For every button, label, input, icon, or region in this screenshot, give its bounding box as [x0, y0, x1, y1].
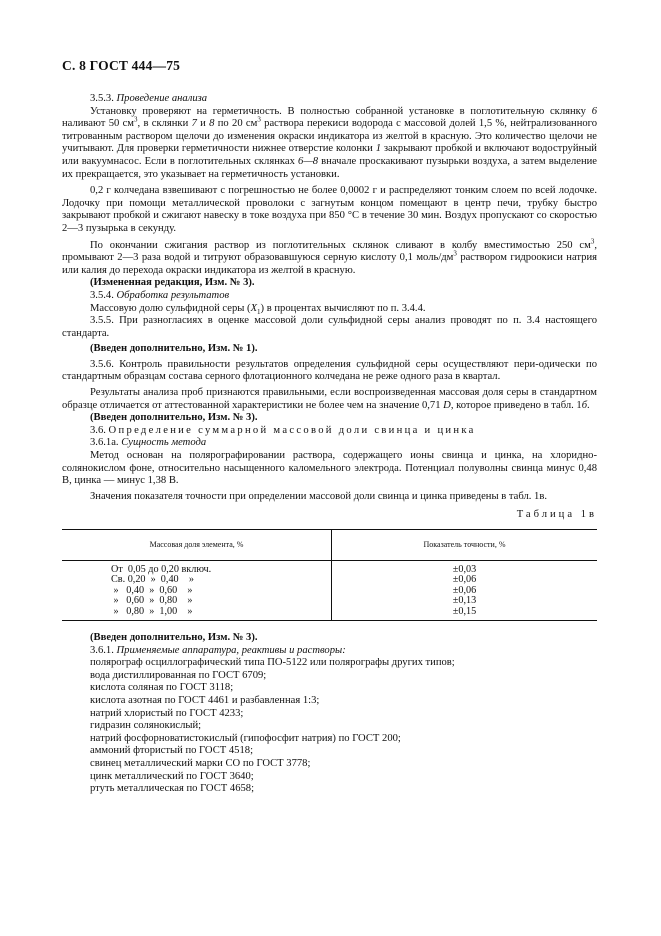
list-item: аммоний фтористый по ГОСТ 4518;: [90, 745, 254, 757]
section-title: Проведение анализа: [116, 93, 208, 104]
table-range: » 0,40 » 0,60 »: [111, 584, 193, 596]
paragraph-table-ref: Значения показателя точности при определении массовой доли свинца и цинка приведены в табл. 1в.: [90, 490, 548, 502]
table-caption: Таблица 1в: [516, 509, 597, 521]
list-item: свинец металлический марки СО по ГОСТ 3778;: [90, 757, 311, 769]
section-number: 3.5.3.: [90, 93, 114, 104]
table-range: » 0,80 » 1,00 »: [111, 605, 193, 617]
list-item: цинк металлический по ГОСТ 3640;: [90, 770, 254, 782]
paragraph-3-5-6: 3.5.6. Контроль правильности результатов определения сульфидной серы осуществляют пери-одически по стандартным образцам состава серного флотационного колчедана не реже одного раза в квартал.: [62, 358, 597, 383]
section-3-5-4-heading: 3.5.4. Обработка результатов: [90, 289, 230, 301]
table-range: От 0,05 до 0,20 включ.: [111, 564, 212, 575]
list-item: натрий фосфорноватистокислый (гипофосфит натрия) по ГОСТ 200;: [90, 732, 401, 744]
list-item: гидразин солянокислый;: [90, 720, 202, 732]
paragraph-weighing: 0,2 г колчедана взвешивают с погрешностью не более 0,0002 г и распределяют тонким слоем по всей лодочке. Лодочку при помощи металлической проволоки с загнутым концом помещают в центр печи, трубку быстро закрывают пробкой и сжигают навеску в токе воздуха при 850 °С в течение 30 мин. Воздух пропускают со скоростью 2—3 пузырька в секунду.: [62, 185, 597, 234]
list-item: вода дистиллированная по ГОСТ 6709;: [90, 669, 267, 681]
table-header-accuracy: Показатель точности, %: [332, 530, 598, 561]
document-body: [62, 93, 597, 796]
paragraph-leak-test: Установку проверяют на герметичность. В полностью собранной установке в поглотительную склянку 6 наливают 50 $см^3$, в склянки 7 и 8 по 20 $см^3$ раствора перекиси водорода с массовой долей 1,5 %, нейтрализованного титрованным раствором щелочи до изменения окраски индикатора из желтой в красную. Это количество щелочи не учитывают. Для проверки герметичности нижнее отверстие колонки 1 закрывают пробкой и включают водоструйный или вакуумнасос. Если в поглотительных склянках 6—8 вначале проскакивают пузырьки воздуха, а затем выделение их прекращается, это указывает на герметичность установки.: [62, 105, 598, 180]
table-range: » 0,60 » 0,80 »: [111, 595, 193, 607]
list-item: натрий хлористый по ГОСТ 4233;: [90, 707, 244, 719]
list-item: кислота соляная по ГОСТ 3118;: [90, 682, 234, 694]
amendment-note: (Измененная редакция, Изм. № 3).: [90, 277, 255, 289]
paragraph-titration: По окончании сжигания раствор из поглотительных склянок сливают в колбу вместимостью 250 $см^3$, промывают 2—3 раза водой и титруют образовавшуюся серную кислоту 0,1 моль/$дм^3$ раствором гидроокиси натрия или калия до перехода окраски индикатора из желтой в красную.: [62, 237, 597, 276]
amendment-note: (Введен дополнительно, Изм. № 3).: [90, 412, 258, 424]
paragraph-3-5-5: 3.5.5. При разногласиях в оценке массовой доли сульфидной серы анализ проводят по п. 3.4 настоящего стандарта.: [62, 315, 597, 339]
table-accuracy-value: ±0,15: [452, 605, 477, 617]
table-header-mass-fraction: Массовая доля элемента, %: [62, 530, 332, 561]
table-accuracy-value: ±0,06: [452, 584, 477, 596]
table-cell-accuracy: [332, 561, 598, 621]
amendment-note: (Введен дополнительно, Изм. № 3).: [90, 632, 258, 644]
accuracy-table: [62, 529, 597, 621]
page-header: С. 8 ГОСТ 444—75: [62, 58, 181, 73]
list-item: полярограф осциллографический типа ПО-5122 или полярографы других типов;: [90, 657, 455, 669]
paragraph-calculation: Массовую долю сульфидной серы $(X_1)$ в процентах вычисляют по п. 3.4.4.: [90, 302, 426, 316]
paragraph-method: Метод основан на полярографировании раствора, содержащего ионы свинца и цинка, на хлоридно-солянокислом фоне, относительно насыщенного каломельного электрода. Потенциал полуволны свинца минус 0,48 В, цинка — минус 1,38 В.: [62, 450, 597, 487]
section-3-6-1-heading: 3.6.1. Применяемые аппаратура, реактивы и растворы:: [90, 644, 346, 656]
amendment-note: (Введен дополнительно, Изм. № 1).: [90, 343, 258, 355]
table-cell-ranges: [62, 561, 332, 621]
section-3-6-1a-heading: 3.6.1а. Сущность метода: [90, 437, 207, 449]
table-accuracy-value: ±0,13: [452, 595, 477, 607]
section-3-6-heading: 3.6. Определение суммарной массовой доли свинца и цинка: [90, 424, 476, 436]
table-range: Св. 0,20 » 0,40 »: [111, 574, 194, 586]
list-item: кислота азотная по ГОСТ 4461 и разбавленная 1:3;: [90, 695, 320, 706]
section-3-5-3-heading: [62, 93, 597, 106]
table-accuracy-value: ±0,03: [452, 564, 477, 575]
table-accuracy-value: ±0,06: [452, 574, 477, 586]
paragraph-results: Результаты анализа проб признаются правильными, если воспроизведенная массовая доля серы в стандартном образце отличается от аттестованной характеристики не более чем на значение 0,71 D, которое приведено в табл. 1б.: [62, 387, 597, 411]
list-item: ртуть металлическая по ГОСТ 4658;: [90, 783, 255, 795]
